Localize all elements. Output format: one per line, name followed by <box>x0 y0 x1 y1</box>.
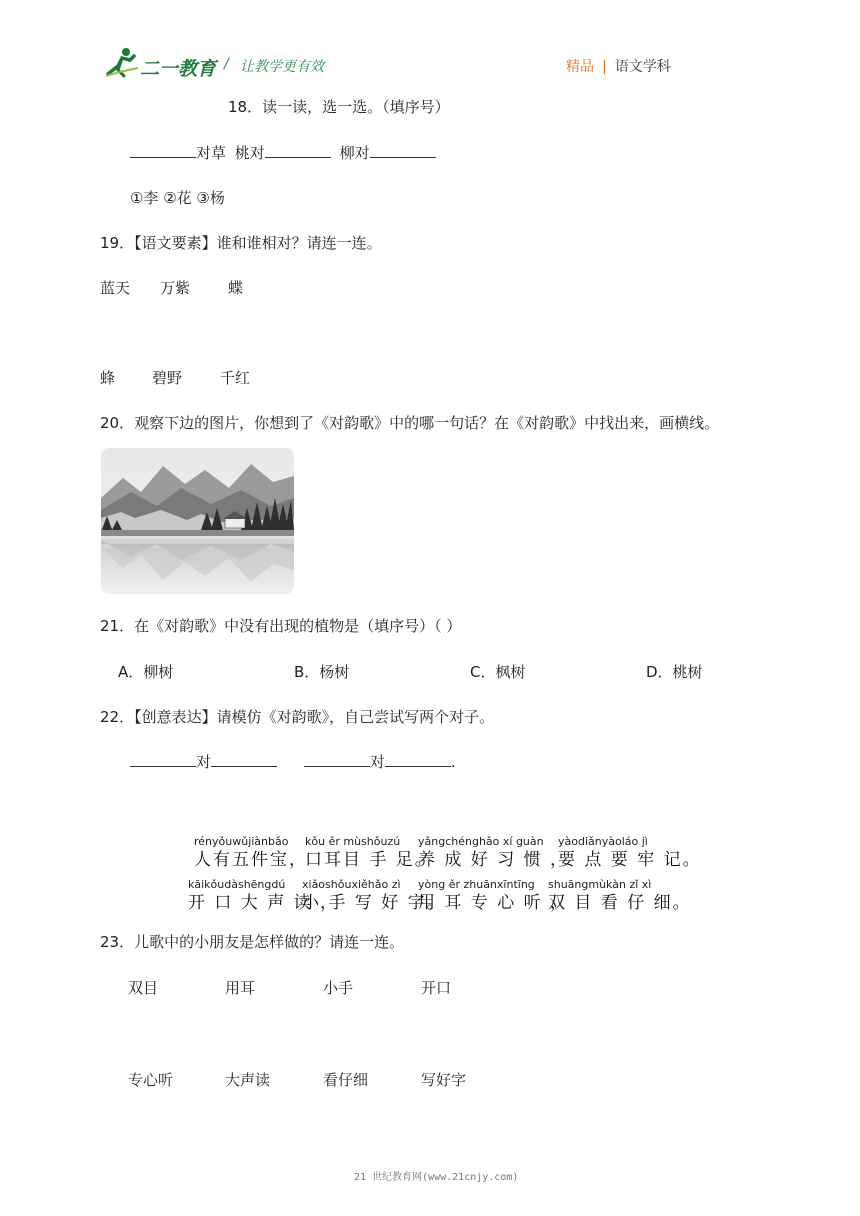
hanzi: 人有五件宝， <box>194 850 308 870</box>
header-separator: | <box>602 59 607 75</box>
hanzi: 用 耳 专 心 听 ， <box>418 893 570 913</box>
q22-end: . <box>450 753 456 771</box>
pinyin: xiǎoshǒuxiěhǎo zì <box>302 878 401 891</box>
pinyin: shuāngmùkàn zǐ xì <box>548 878 652 891</box>
pinyin: yàodiǎnyàoláo jì <box>558 835 648 848</box>
hanzi: 养 成 好 习 惯 ， <box>418 850 570 870</box>
q23-top-item[interactable]: 用耳 <box>225 979 256 997</box>
q23-bottom-item[interactable]: 看仔细 <box>323 1071 369 1089</box>
q23-top-item[interactable]: 双目 <box>128 979 159 997</box>
q21-option-b[interactable]: B．杨树 <box>294 663 350 681</box>
pinyin: yòng ěr zhuānxīntīng <box>418 878 535 891</box>
q19-title: 19．【语文要素】谁和谁相对？请连一连。 <box>100 234 382 252</box>
header-slash: / <box>224 56 229 72</box>
q23-top-item[interactable]: 开口 <box>421 979 452 997</box>
header-subject <box>566 56 671 76</box>
q23-top-item[interactable]: 小手 <box>323 979 354 997</box>
header-label-premium: 精品 <box>566 59 594 75</box>
q18-word-2: 桃对 <box>234 144 265 162</box>
answer-blank[interactable] <box>385 752 451 767</box>
q23-bottom-item[interactable]: 大声读 <box>225 1071 271 1089</box>
page-footer: 21 世纪教育网(www.21cnjy.com) <box>354 1172 519 1183</box>
pinyin: kǒu ěr mùshǒuzú <box>305 835 401 848</box>
q19-bottom-item[interactable]: 碧野 <box>152 369 183 387</box>
answer-blank[interactable] <box>130 143 196 158</box>
answer-blank[interactable] <box>304 752 370 767</box>
brand-logo <box>104 46 216 80</box>
q23-title: 23．儿歌中的小朋友是怎样做的？请连一连。 <box>100 933 405 951</box>
answer-blank[interactable] <box>211 752 277 767</box>
hanzi: 小 手 写 好 字。 <box>302 893 446 913</box>
q19-bottom-item[interactable]: 蜂 <box>100 369 116 387</box>
q19-bottom-item[interactable]: 千红 <box>220 369 251 387</box>
answer-blank[interactable] <box>265 143 331 158</box>
landscape-picture <box>101 448 294 594</box>
q21-option-a[interactable]: A．柳树 <box>118 663 174 681</box>
q21-title: 21．在《对韵歌》中没有出现的植物是（填序号）（ ） <box>100 617 462 635</box>
q21-option-c[interactable]: C．枫树 <box>470 663 526 681</box>
q18-blanks-row <box>130 142 436 163</box>
q22-dui-2: 对 <box>369 753 385 771</box>
q22-title: 22．【创意表达】请模仿《对韵歌》，自己尝试写两个对子。 <box>100 708 495 726</box>
answer-blank[interactable] <box>370 143 436 158</box>
answer-blank[interactable] <box>130 752 196 767</box>
q23-bottom-item[interactable]: 专心听 <box>128 1071 174 1089</box>
pinyin: kāikǒudàshēngdú <box>188 878 286 891</box>
header-slogan: 让教学更有效 <box>240 59 324 75</box>
q19-top-item[interactable]: 万紫 <box>160 279 191 297</box>
q22-dui-1: 对 <box>196 753 212 771</box>
q22-blanks-row <box>130 751 456 772</box>
hanzi: 口耳目 手 足。 <box>305 850 434 870</box>
q18-title: 18．读一读，选一选。（填序号） <box>228 98 450 116</box>
q19-top-item[interactable]: 蝶 <box>228 279 244 297</box>
header-label-subject: 语文学科 <box>614 59 671 75</box>
q18-word-3: 柳对 <box>339 144 370 162</box>
brand-name: 二一教育 <box>140 58 217 80</box>
hanzi: 双 目 看 仔 细。 <box>548 893 692 913</box>
q20-title: 20．观察下边的图片，你想到了《对韵歌》中的哪一句话？在《对韵歌》中找出来，画横线。 <box>100 414 720 432</box>
q23-bottom-item[interactable]: 写好字 <box>421 1071 467 1089</box>
pinyin: rényǒuwǔjiànbǎo <box>194 835 289 848</box>
q18-word-1: 对草 <box>196 144 227 162</box>
hanzi: 要 点 要 牢 记。 <box>558 850 702 870</box>
hanzi: 开 口 大 声 读 ， <box>188 893 340 913</box>
runner-logo-icon <box>104 46 140 78</box>
q18-options: ①李 ②花 ③杨 <box>130 189 225 207</box>
pinyin: yǎngchénghǎo xí guàn <box>418 835 544 848</box>
q19-top-item[interactable]: 蓝天 <box>100 279 131 297</box>
q21-option-d[interactable]: D．桃树 <box>646 663 703 681</box>
mountain-lake-image <box>101 448 294 594</box>
